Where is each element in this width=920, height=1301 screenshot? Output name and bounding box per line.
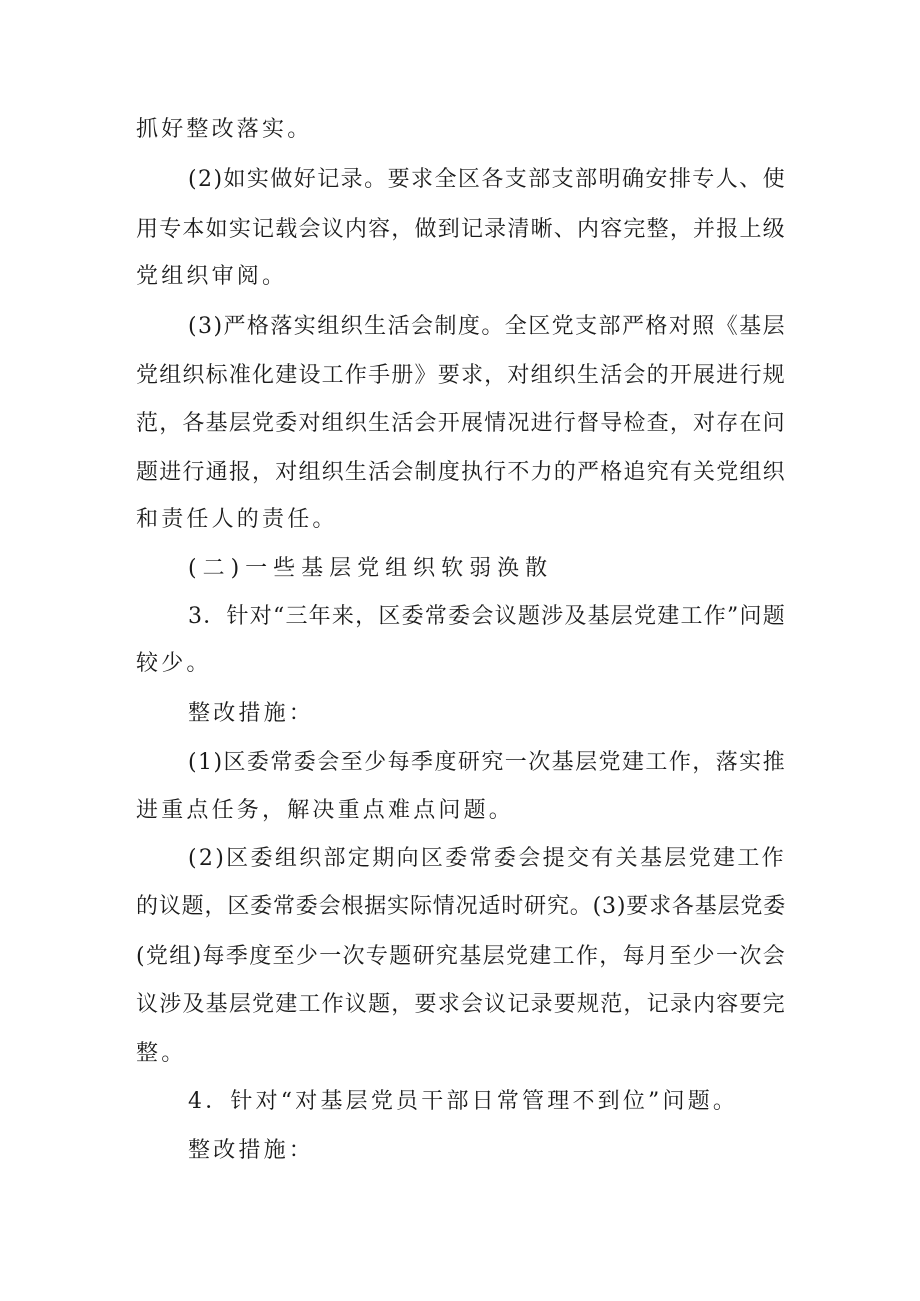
line-text: 整。 (136, 1041, 187, 1066)
text-line (0, 743, 920, 783)
line-text: (2)区委组织部定期向区委常委会提交有关基层党建工作 (188, 846, 787, 871)
text-line (0, 1034, 920, 1074)
text-line (0, 404, 920, 444)
text-line (0, 791, 920, 831)
text-line (0, 210, 920, 250)
text-line (0, 644, 920, 684)
text-line (0, 985, 920, 1025)
line-text: 抓好整改落实。 (136, 117, 313, 142)
line-text: 用专本如实记载会议内容，做到记录清晰、内容完整，并报上级 (136, 217, 786, 242)
text-line (0, 597, 920, 637)
text-line (0, 307, 920, 347)
line-text: 和责任人的责任。 (136, 507, 338, 532)
line-text: 的议题，区委常委会根据实际情况适时研究。(3)要求各基层党委 (136, 894, 787, 919)
line-text: 党组织标准化建设工作手册》要求，对组织生活会的开展进行规 (136, 363, 786, 388)
text-line (0, 694, 920, 734)
line-text: 进重点任务，解决重点难点问题。 (136, 798, 515, 823)
line-text: 较少。 (136, 651, 212, 676)
line-text: (3)严格落实组织生活会制度。全区党支部严格对照《基层 (188, 314, 787, 339)
text-line (0, 887, 920, 927)
text-line (0, 1082, 920, 1122)
text-line (0, 453, 920, 493)
text-line (0, 257, 920, 297)
line-text: (党组)每季度至少一次专题研究基层党建工作，每月至少一次会 (136, 944, 787, 969)
text-line (0, 500, 920, 540)
section-heading (0, 549, 920, 589)
line-text: 题进行通报，对组织生活会制度执行不力的严格追究有关党组织 (136, 460, 786, 485)
line-text: (二)一些基层党组织软弱涣散 (188, 556, 554, 581)
line-text: (1)区委常委会至少每季度研究一次基层党建工作，落实推 (188, 750, 787, 775)
text-line (0, 110, 920, 150)
text-line (0, 1131, 920, 1171)
line-text: 议涉及基层党建工作议题，要求会议记录要规范，记录内容要完 (136, 992, 786, 1017)
text-line (0, 356, 920, 396)
line-text: 范，各基层党委对组织生活会开展情况进行督导检查，对存在问 (136, 411, 786, 436)
text-line (0, 937, 920, 977)
line-text: 整改措施： (188, 1138, 315, 1163)
line-text: 整改措施： (188, 701, 315, 726)
line-text: (2)如实做好记录。要求全区各支部支部明确安排专人、使 (188, 167, 787, 192)
text-line (0, 839, 920, 879)
line-text: 4．针对“对基层党员干部日常管理不到位”问题。 (188, 1089, 739, 1114)
text-line (0, 160, 920, 200)
line-text: 3．针对“三年来，区委常委会议题涉及基层党建工作”问题 (188, 604, 786, 629)
line-text: 党组织审阅。 (136, 264, 288, 289)
